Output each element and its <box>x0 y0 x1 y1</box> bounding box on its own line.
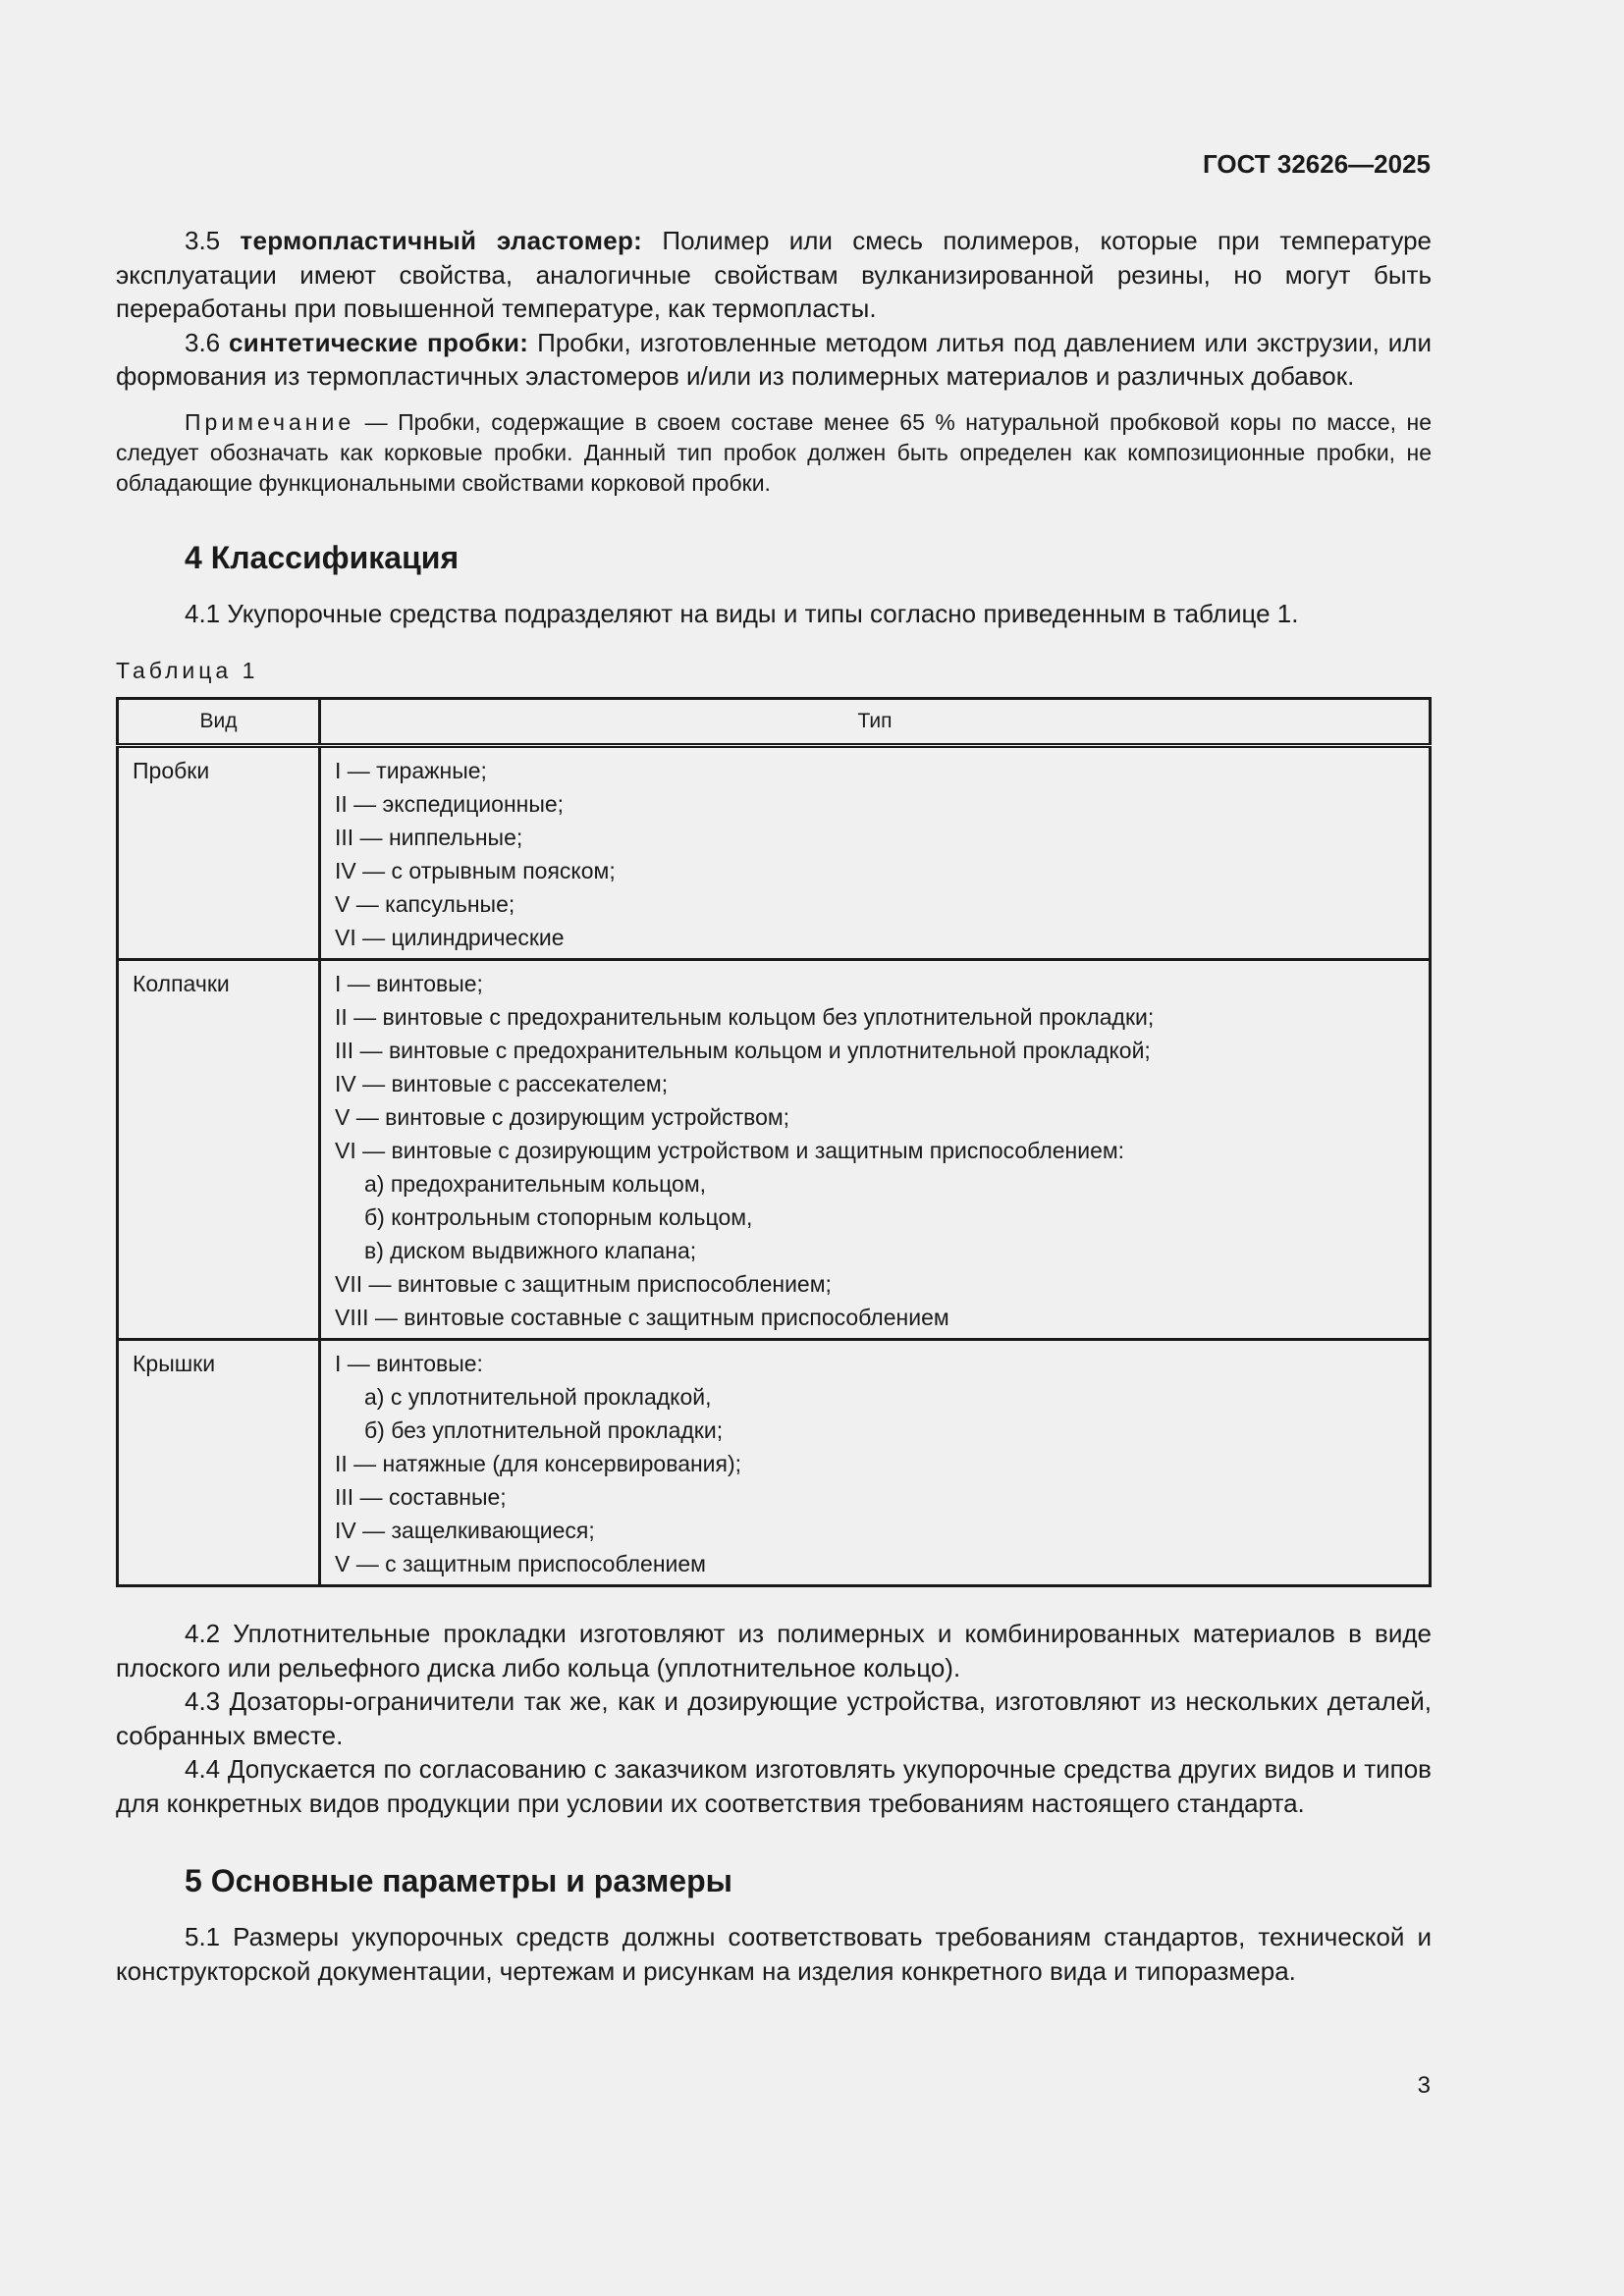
type-item: VI — цилиндрические <box>335 925 565 950</box>
table-row <box>118 746 1431 960</box>
cell-types <box>320 960 1431 1340</box>
type-item: IV — защелкивающиеся; <box>335 1518 595 1543</box>
type-subitem: а) с уплотнительной прокладкой, <box>364 1384 712 1410</box>
term: синтетические пробки: <box>229 327 529 357</box>
definition-3-5 <box>116 224 1432 326</box>
cell-kind: Пробки <box>118 746 320 960</box>
type-item: I — винтовые; <box>335 971 483 996</box>
type-item: VII — винтовые с защитным приспособлением; <box>335 1271 832 1297</box>
type-item: II — винтовые с предохранительным кольцом без уплотнительной прокладки; <box>335 1004 1155 1030</box>
type-subitem: а) предохранительным кольцом, <box>364 1171 707 1197</box>
type-subitem: б) без уплотнительной прокладки; <box>364 1417 724 1443</box>
section-5-heading: 5 Основные параметры и размеры <box>185 1863 732 1898</box>
page-number: 3 <box>1417 2072 1431 2099</box>
type-item: I — тиражные; <box>335 758 487 783</box>
table-row <box>118 960 1431 1340</box>
clause-number: 3.5 <box>185 226 221 255</box>
section-4-heading: 4 Классификация <box>185 539 460 575</box>
type-item: V — с защитным приспособлением <box>335 1551 706 1576</box>
definition-text: Пробки, изготовленные методом литья под давлением или экструзии, или формования из термопластичных эластомеров и/или из полимерных материалов и различных добавок. <box>116 327 1432 391</box>
page-content <box>116 224 1432 1988</box>
table-caption: Таблица 1 <box>116 658 259 683</box>
term: термопластичный эластомер: <box>240 226 643 255</box>
type-item: V — винтовые с дозирующим устройством; <box>335 1104 790 1130</box>
type-item: IV — с отрывным пояском; <box>335 858 616 883</box>
cell-kind: Колпачки <box>118 960 320 1340</box>
type-item: I — винтовые: <box>335 1351 483 1376</box>
type-item: V — капсульные; <box>335 891 515 917</box>
column-header-kind: Вид <box>118 699 320 746</box>
paragraph-4-3: 4.3 Дозаторы-ограничители так же, как и дозирующие устройства, изготовляют из нескольких деталей, собранных вместе. <box>116 1686 1432 1750</box>
column-header-type: Тип <box>320 699 1431 746</box>
paragraph-4-1: 4.1 Укупорочные средства подразделяют на виды и типы согласно приведенным в таблице 1. <box>185 598 1299 628</box>
type-item: II — натяжные (для консервирования); <box>335 1451 742 1476</box>
cell-types <box>320 746 1431 960</box>
type-subitem: в) диском выдвижного клапана; <box>364 1238 697 1263</box>
clause-number: 3.6 <box>185 327 221 357</box>
paragraph-4-2: 4.2 Уплотнительные прокладки изготовляют из полимерных и комбинированных материалов в виде плоского или рельефного диска либо кольца (уплотнительное кольцо). <box>116 1619 1432 1682</box>
definition-3-6 <box>116 326 1432 394</box>
cell-types <box>320 1340 1431 1586</box>
type-item: III — ниппельные; <box>335 825 523 850</box>
type-subitem: б) контрольным стопорным кольцом, <box>364 1204 753 1230</box>
table-row <box>118 1340 1431 1586</box>
classification-table <box>116 697 1432 1587</box>
note-text: — Пробки, содержащие в своем составе менее 65 % натуральной пробковой коры по массе, не следует обозначать как корковые пробки. Данный тип пробок должен быть определен как композиционные пробки, не обладающие функциональными свойствами корковой пробки. <box>116 408 1433 496</box>
paragraph-4-4: 4.4 Допускается по согласованию с заказчиком изготовлять укупорочные средства других видов и типов для конкретных видов продукции при условии их соответствия требованиям настоящего стандарта. <box>116 1754 1432 1818</box>
definition-text: Полимер или смесь полимеров, которые при температуре эксплуатации имеют свойства, аналогичные свойствам вулканизированной резины, но могут быть переработаны при повышенной температуре, как термопласты. <box>116 226 1433 323</box>
type-item: IV — винтовые с рассекателем; <box>335 1071 669 1096</box>
type-item: III — составные; <box>335 1484 507 1510</box>
paragraph-5-1: 5.1 Размеры укупорочных средств должны соответствовать требованиям стандартов, технической и конструкторской документации, чертежам и рисункам на изделия конкретного вида и типоразмера. <box>116 1922 1432 1986</box>
cell-kind: Крышки <box>118 1340 320 1586</box>
table-header-row <box>118 699 1431 746</box>
type-item: III — винтовые с предохранительным кольцом и уплотнительной прокладкой; <box>335 1038 1151 1063</box>
type-item: VIII — винтовые составные с защитным приспособлением <box>335 1305 949 1330</box>
type-item: II — экспедиционные; <box>335 791 565 817</box>
note-label: Примечание <box>185 408 355 435</box>
note <box>116 407 1432 499</box>
type-item: VI — винтовые с дозирующим устройством и защитным приспособлением: <box>335 1138 1125 1163</box>
table-body <box>118 746 1431 1586</box>
document-number-header: ГОСТ 32626—2025 <box>1203 149 1431 179</box>
